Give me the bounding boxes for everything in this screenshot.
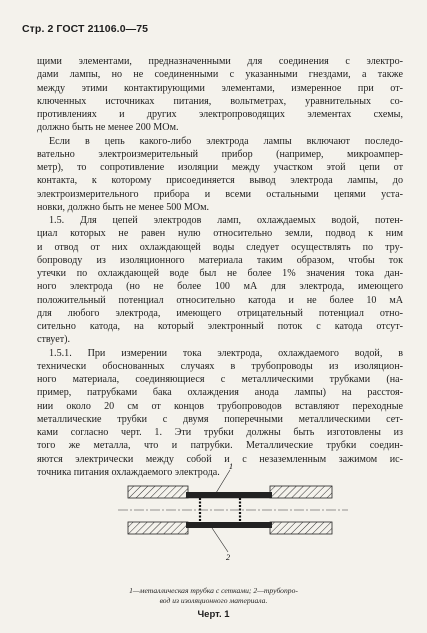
- figure-caption: [0, 586, 427, 606]
- text-line: метр), то сопротивление изоляции между участком этой цепи от: [37, 162, 403, 173]
- text-line: нии около 20 см от концов трубопроводов вставляют переходные: [37, 400, 403, 412]
- text-line: ного материала, соединяющиеся с металлическими трубками (на-: [37, 374, 403, 385]
- body-text: [37, 55, 403, 479]
- text-line: электроизмерительного прибора и всеми остальными цепями уста-: [37, 188, 403, 200]
- section-1-5-heading-line: 1.5. Для цепей электродов ламп, охлаждаемых водой, потен-: [49, 215, 403, 226]
- text-line: между этими контактирующими элементами, измеренное при от-: [37, 82, 403, 94]
- text-line: ного электрода (но не более 100 мА для электрода, имеющего: [37, 281, 403, 293]
- text-line: утечки по охлаждающей воде был не более 1% значения тока дан-: [37, 268, 403, 279]
- text-line: контакта, к которому присоединяется вывод электрода лампы, до: [37, 175, 403, 187]
- text-line: дами лампы, но не соединенными с указанными гнездами, а также: [37, 69, 403, 81]
- text-line: пример, патрубками бака охлаждения анода лампы) на расстоя-: [37, 387, 403, 399]
- section-1-5-1-heading-line: 1.5.1. При измерении тока электрода, охлаждаемого водой, в: [49, 347, 403, 359]
- text-line: и отвод от них охлаждающей воды следует осуществлять по тру-: [37, 241, 403, 253]
- page-header: Стр. 2 ГОСТ 21106.0—75: [22, 23, 149, 35]
- text-line: щими элементами, предназначенными для соединения с электро-: [37, 56, 403, 67]
- text-line: бопроводу из изоляционного материала таким образом, чтобы ток: [37, 254, 403, 266]
- text-line: вательно электроизмерительный прибор (например, микроампер-: [37, 148, 403, 160]
- caption-line: вод из изоляционного материала.: [159, 596, 268, 605]
- text-line: должно быть не менее 200 МОм.: [37, 122, 179, 134]
- text-line: положительный потенциал относительно катода и не более 10 мА: [37, 294, 403, 306]
- text-line: сительно катода, на который электронный поток с катода отсут-: [37, 321, 403, 332]
- text-line: технически обоснованных случаях в трубопроводы из изоляцион-: [37, 360, 403, 372]
- text-line: ключенных источниках питания, вольтметрах, уравнительных со-: [37, 95, 403, 107]
- text-line: точника питания охлаждаемого электрода.: [37, 466, 220, 478]
- text-line: циал которых не равен нулю относительно земли, подвод к ним: [37, 228, 403, 240]
- text-line: ствует).: [37, 334, 71, 346]
- figure-label: Черт. 1: [197, 609, 230, 620]
- leader-line-2: [212, 528, 228, 552]
- callout-1: 1: [229, 462, 233, 471]
- paragraph-start-line: Если в цепь какого-либо электрода лампы включают последо-: [49, 135, 403, 147]
- callout-2: 2: [226, 553, 230, 562]
- text-line: ками согласно черт. 1. Эти трубки должны быть изготовлены из: [37, 427, 403, 438]
- text-line: противлениях и других электропроводящих элементах схемы,: [37, 109, 403, 120]
- text-line: того же металла, что и патрубки. Металлические трубки соедин-: [37, 440, 403, 452]
- leader-line-1: [216, 470, 230, 493]
- caption-line: 1—металлическая трубка с сетками; 2—трубопро-: [129, 586, 298, 595]
- text-line: металлические трубки с двумя поперечными металлическими сет-: [37, 413, 403, 425]
- text-line: новки, должно быть не менее 500 МОм.: [37, 201, 210, 213]
- text-line: яются электрически между собой и с незаземленным зажимом ис-: [37, 453, 403, 465]
- text-line: для любого электрода, имеющего отрицательный потенциал отно-: [37, 307, 403, 319]
- pipe-diagram: [108, 462, 368, 580]
